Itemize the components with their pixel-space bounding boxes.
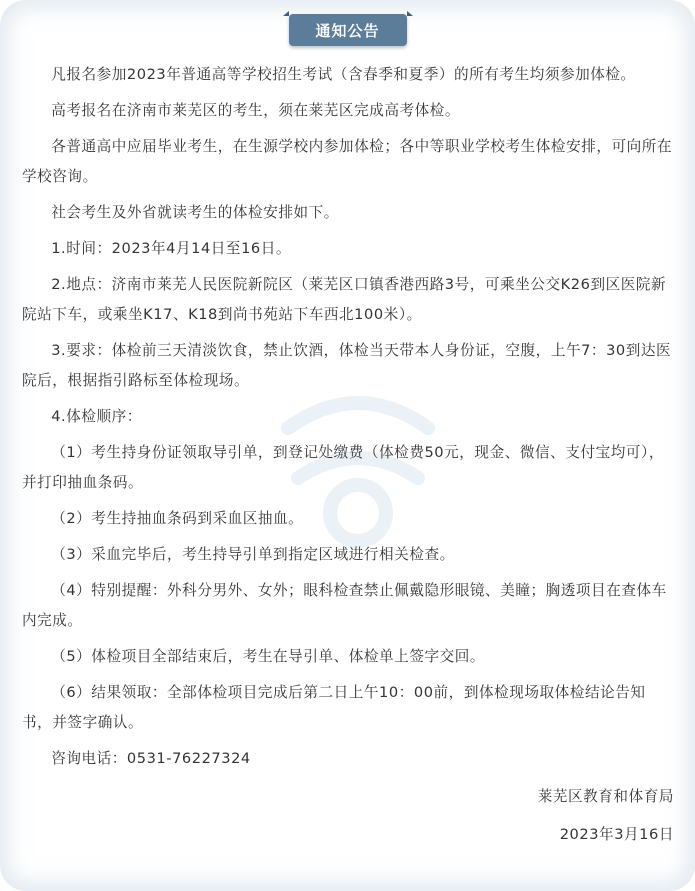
paragraph-laiwu: 高考报名在济南市莱芜区的考生，须在莱芜区完成高考体检。 [51,102,461,119]
paragraph-step-2: （2）考生持抽血条码到采血区抽血。 [51,510,304,527]
paragraph-order-heading: 4.体检顺序： [51,408,142,425]
paragraph-intro: 凡报名参加2023年普通高等学校招生考试（含春季和夏季）的所有考生均须参加体检。 [51,66,636,83]
issuer-name: 莱芜区教育和体育局 [537,788,674,805]
paragraph-step-4: （4）特别提醒：外科分男外、女外；眼科检查禁止佩戴隐形眼镜、美瞳；胸透项目在查体车内完成。 [22,582,667,629]
issue-date: 2023年3月16日 [559,826,674,843]
title-area [0,14,695,48]
paragraph-schools: 各普通高中应届毕业考生，在生源学校内参加体检；各中等职业学校考生体检安排，可向所在学校咨询。 [22,138,673,185]
notice-body [22,60,674,856]
paragraph-step-1: （1）考生持身份证领取导引单，到登记处缴费（体检费50元，现金、微信、支付宝均可），并打印抽血条码。 [22,444,665,491]
paragraph-step-5: （5）体检项目全部结束后，考生在导引单、体检单上签字交回。 [51,648,486,665]
paragraph-requirements: 3.要求：体检前三天清淡饮食，禁止饮酒，体检当天带本人身份证，空腹，上午7：30到达医院后，根据指引路标至体检现场。 [22,342,672,389]
paragraph-step-3: （3）采血完毕后，考生持导引单到指定区域进行相关检查。 [51,546,455,563]
paragraph-phone: 咨询电话：0531-76227324 [51,750,251,767]
paragraph-social: 社会考生及外省就读考生的体检安排如下。 [51,204,339,221]
paragraph-step-6: （6）结果领取：全部体检项目完成后第二日上午10：00前，到体检现场取体检结论告知书，并签字确认。 [22,684,646,731]
paragraph-location: 2.地点：济南市莱芜人民医院新院区（莱芜区口镇香港西路3号，可乘坐公交K26到区医院新院站下车，或乘坐K17、K18到尚书苑站下车西北100米）。 [22,276,667,323]
paragraph-time: 1.时间：2023年4月14日至16日。 [51,240,292,257]
notice-title: 通知公告 [289,14,407,46]
